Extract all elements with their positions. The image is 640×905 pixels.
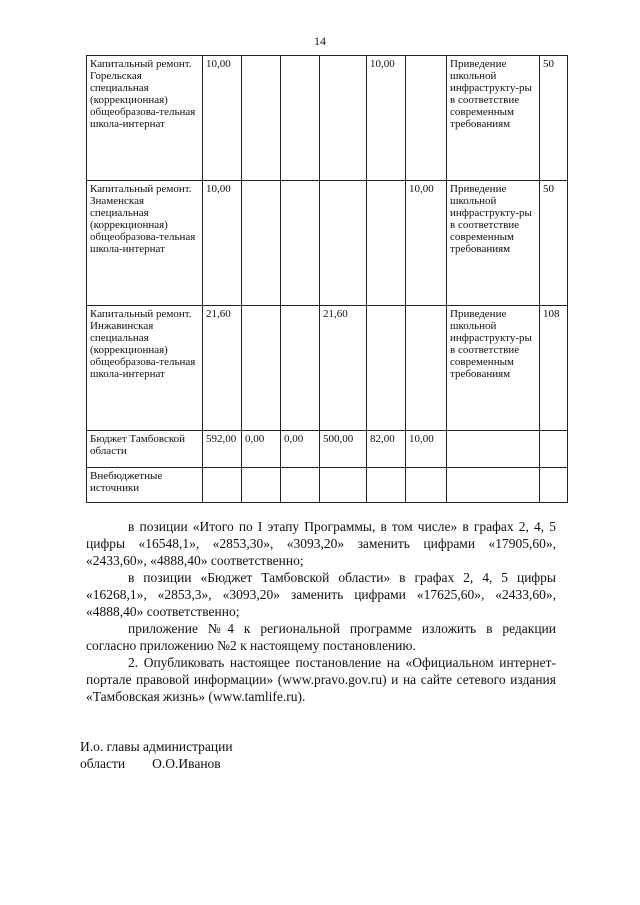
table-cell xyxy=(320,56,367,181)
paragraph: в позиции «Итого по I этапу Программы, в том числе» в графах 2, 4, 5 цифры «16548,1», «2853,30», «3093,20» заменить цифрами «17905,60», «2433,60», «4888,40» соответственно; xyxy=(86,519,556,568)
table-cell xyxy=(242,56,281,181)
signature-block xyxy=(80,738,233,772)
table-cell: 10,00 xyxy=(203,181,242,306)
signer-region: области xyxy=(80,756,126,771)
table-cell: 0,00 xyxy=(281,431,320,468)
table-cell xyxy=(281,56,320,181)
table-cell: 21,60 xyxy=(203,306,242,431)
table-cell: Приведение школьной инфраструкту-ры в соответствие современным требованиям xyxy=(447,56,540,181)
table-cell: 10,00 xyxy=(406,431,447,468)
table-cell xyxy=(320,468,367,503)
table-cell: Капитальный ремонт. Горельская специальная (коррекционная) общеобразова-тельная школа-интернат xyxy=(87,56,203,181)
table-cell xyxy=(367,468,406,503)
table-cell xyxy=(406,306,447,431)
table-cell: Капитальный ремонт. Инжавинская специальная (коррекционная) общеобразова-тельная школа-интернат xyxy=(87,306,203,431)
signer-title: И.о. главы администрации xyxy=(80,739,233,754)
table-cell: 21,60 xyxy=(320,306,367,431)
table-cell xyxy=(281,181,320,306)
table-cell: 50 xyxy=(540,181,568,306)
table-row xyxy=(87,431,568,468)
table-cell: Внебюджетные источники xyxy=(87,468,203,503)
table-cell: 108 xyxy=(540,306,568,431)
table-cell: Приведение школьной инфраструкту-ры в соответствие современным требованиям xyxy=(447,181,540,306)
table-cell: Капитальный ремонт. Знаменская специальная (коррекционная) общеобразова-тельная школа-интернат xyxy=(87,181,203,306)
table-cell xyxy=(540,468,568,503)
table-cell: 0,00 xyxy=(242,431,281,468)
amendment-text xyxy=(86,518,556,705)
table-cell xyxy=(447,468,540,503)
paragraph: приложение №4 к региональной программе изложить в редакции согласно приложению №2 к настоящему постановлению. xyxy=(86,621,556,653)
paragraph: 2. Опубликовать настоящее постановление на «Официальном интернет-портале правовой информации» (www.pravo.gov.ru) и на сайте сетевого издания «Тамбовская жизнь» (www.tamlife.ru). xyxy=(86,655,556,704)
table-cell xyxy=(242,306,281,431)
table-cell: 10,00 xyxy=(406,181,447,306)
paragraph: в позиции «Бюджет Тамбовской области» в графах 2, 4, 5 цифры «16268,1», «2853,3», «3093,20» заменить цифрами «17625,60», «2433,60», «4888,40» соответственно; xyxy=(86,570,556,619)
table-cell: 500,00 xyxy=(320,431,367,468)
table-cell xyxy=(367,306,406,431)
table-cell xyxy=(281,468,320,503)
table-row xyxy=(87,306,568,431)
table-row xyxy=(87,56,568,181)
table-cell: 592,00 xyxy=(203,431,242,468)
budget-table xyxy=(86,55,568,503)
table-cell xyxy=(406,468,447,503)
table-cell: Приведение школьной инфраструкту-ры в соответствие современным требованиям xyxy=(447,306,540,431)
table-cell: Бюджет Тамбовской области xyxy=(87,431,203,468)
page-number: 14 xyxy=(314,34,326,48)
table-cell xyxy=(320,181,367,306)
table-row xyxy=(87,468,568,503)
table-cell: 50 xyxy=(540,56,568,181)
table-cell: 10,00 xyxy=(367,56,406,181)
table-cell xyxy=(242,468,281,503)
table-cell xyxy=(406,56,447,181)
table-cell xyxy=(540,431,568,468)
table-cell xyxy=(281,306,320,431)
table-cell xyxy=(242,181,281,306)
signer-name: О.О.Иванов xyxy=(152,756,221,771)
table-cell: 10,00 xyxy=(203,56,242,181)
table-row xyxy=(87,181,568,306)
table-cell xyxy=(447,431,540,468)
table-cell: 82,00 xyxy=(367,431,406,468)
signer-title-cont xyxy=(80,755,233,772)
table-cell xyxy=(203,468,242,503)
table-cell xyxy=(367,181,406,306)
